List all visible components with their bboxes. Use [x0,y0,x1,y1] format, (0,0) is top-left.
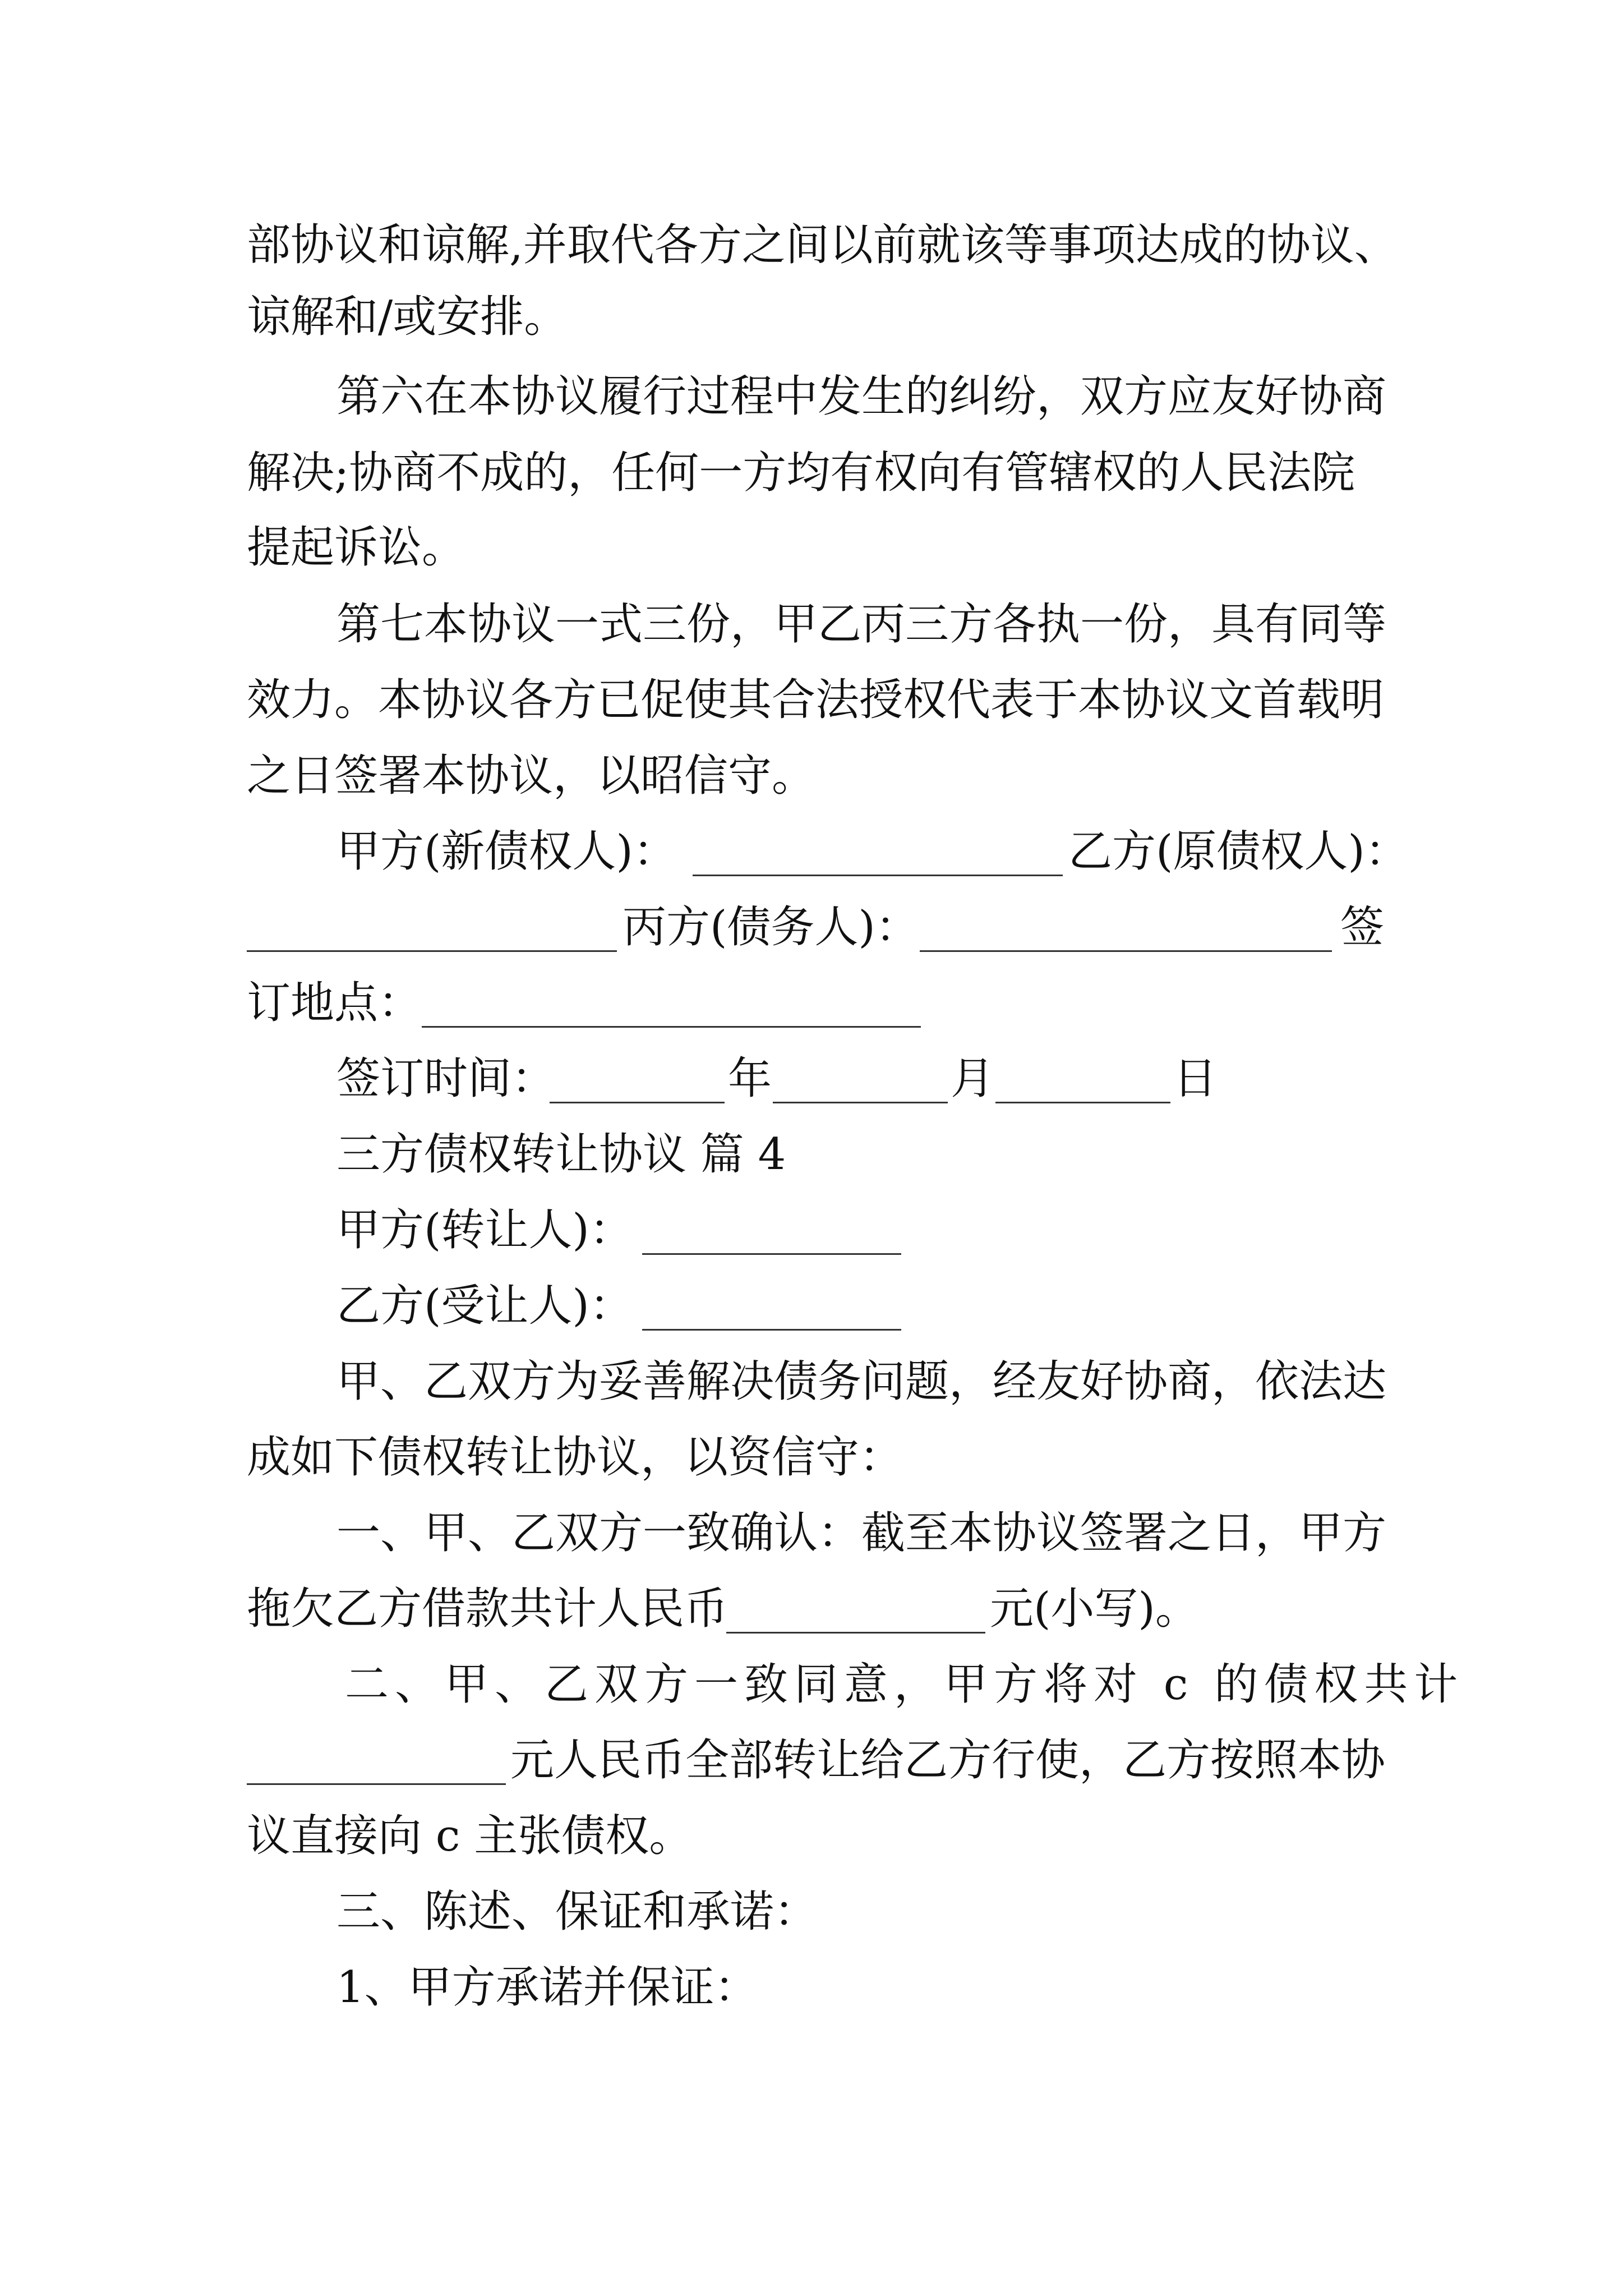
text-line [0,442,1623,504]
party-a-label: 甲方(新债权人)： [336,826,677,877]
signature-line [0,821,1623,882]
place-label-start: 签 [1340,902,1385,953]
claim-amount-blank [247,1783,506,1785]
article-7-text: 之日签署本协议，以昭信守。 [247,751,816,801]
text-line [0,286,1623,348]
transferee-blank [642,1329,901,1331]
text-line [0,1351,1623,1412]
month-blank [773,1102,948,1103]
clause-1-text: 元(小写)。 [990,1584,1199,1634]
text-line [0,1654,1623,1715]
intro-text: 甲、乙双方为妥善解决债务问题，经友好协商，依法达 [336,1356,1387,1407]
clause-1-text: 一、甲、乙双方一致确认：截至本协议签署之日，甲方 [336,1508,1387,1558]
section-title: 三方债权转让协议 篇 4 [336,1129,786,1180]
party-c-label: 丙方(债务人)： [623,902,919,953]
party-a-blank [693,875,1063,876]
month-label: 月 [951,1053,995,1104]
place-blank [422,1026,921,1028]
party-line [0,1199,1623,1261]
text-line [0,745,1623,807]
paragraph-text: 部协议和谅解,并取代各方之间以前就该等事项达成的协议、 [247,220,1398,270]
article-7-text: 效力。本协议各方已促使其合法授权代表于本协议文首载明 [247,675,1385,725]
year-label: 年 [728,1053,772,1104]
signature-line [0,896,1623,958]
transferor-label: 甲方(转让人)： [336,1205,633,1255]
place-label: 订地点： [247,978,422,1028]
clause-2-text: 二、甲、乙双方一致同意，甲方将对 c 的债权共计 [345,1659,1464,1710]
paragraph-text: 谅解和/或安排。 [247,292,568,342]
intro-text: 成如下债权转让协议，以资信守： [247,1432,903,1483]
text-line [0,1427,1623,1488]
time-label: 签订时间： [336,1053,556,1104]
text-line [0,517,1623,578]
text-line [0,1502,1623,1564]
year-blank [550,1102,725,1103]
amount-blank [726,1632,985,1634]
clause-2-text: 元人民币全部转让给乙方行使，乙方按照本协 [510,1735,1386,1786]
text-line [0,1881,1623,1943]
party-c-blank [920,950,1332,952]
party-b-blank [247,950,617,952]
party-line [0,1275,1623,1337]
text-line [0,1805,1623,1867]
text-line [0,593,1623,655]
day-blank [995,1102,1170,1103]
article-6-text: 第六在本协议履行过程中发生的纠纷，双方应友好协商 [336,371,1387,422]
text-line [0,366,1623,427]
transferor-blank [642,1253,901,1255]
clause-1-text: 拖欠乙方借款共计人民币 [247,1584,728,1634]
text-line [0,1957,1623,2018]
article-7-text: 第七本协议一式三份，甲乙丙三方各执一份，具有同等 [336,599,1387,650]
signature-line [0,972,1623,1034]
clause-2-text: 议直接向 c 主张债权。 [247,1811,693,1861]
party-b-label: 乙方(原债权人)： [1068,826,1409,877]
text-line [0,1578,1623,1640]
day-label: 日 [1173,1053,1218,1104]
article-6-text: 解决;协商不成的，任何一方均有权向有管辖权的人民法院 [247,448,1355,498]
article-6-text: 提起诉讼。 [247,522,466,573]
clause-3-item-1: 1、甲方承诺并保证： [336,1962,758,2013]
transferee-label: 乙方(受让人)： [336,1281,633,1331]
clause-3-heading: 三、陈述、保证和承诺： [336,1887,818,1937]
text-line [0,1729,1623,1791]
text-line [0,214,1623,276]
text-line [0,669,1623,731]
section-title-line [0,1124,1623,1185]
signature-time-line [0,1048,1623,1110]
